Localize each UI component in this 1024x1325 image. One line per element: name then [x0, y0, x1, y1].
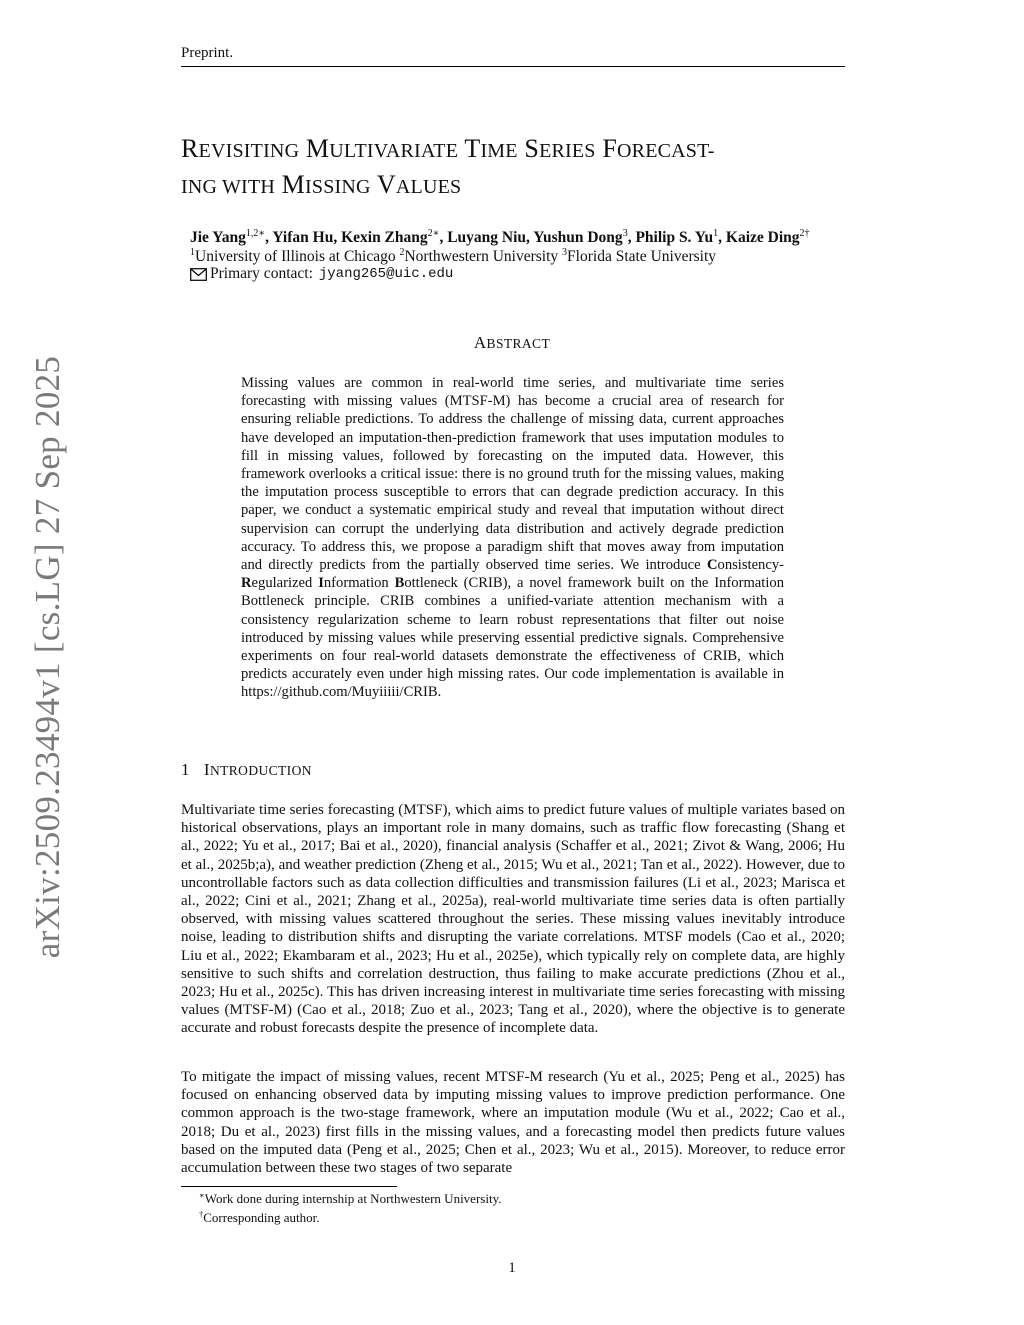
- intro-paragraph-2: To mitigate the impact of missing values, recent MTSF-M research (Yu et al., 2025; Peng et al., 2025) has focused on enhancing observed data by imputing missing values to improve prediction performance. One common approach is the two-stage framework, where an imputation module (Wu et al., 2022; Cao et al., 2018; Du et al., 2023) first fills in the missing values, and a forecasting model then predicts future values based on the imputed data (Peng et al., 2025; Chen et al., 2023; Wu et al., 2015). Moreover, to reduce error accumulation between these two stages of two separate: [181, 1069, 845, 1177]
- title-line-1: REVISITING MULTIVARIATE TIME SERIES FORECAST-: [181, 134, 715, 163]
- author-list: Jie Yang$^{1,2∗}$, Yifan Hu, Kexin Zhang$^{2∗}$, Luyang Niu, Yushun Dong$^3$, Philip S. Yu$^1$, Kaize Ding$^{2\dagger}$: [190, 228, 810, 246]
- intro-paragraph-1: Multivariate time series forecasting (MTSF), which aims to predict future values of multiple variates based on historical observations, plays an important role in many domains, such as traffic flow forecasting (Shang et al., 2022; Yu et al., 2017; Bai et al., 2020), financial analysis (Schaffer et al., 2021; Zivot & Wang, 2006; Hu et al., 2025b;a), and weather prediction (Zheng et al., 2015; Wu et al., 2021; Tan et al., 2022). However, due to uncontrollable factors such as data collection difficulties and transmission failures (Li et al., 2023; Marisca et al., 2022; Cini et al., 2021; Zhang et al., 2025a), real-world multivariate time series data is often partially observed, with missing values scattered throughout the series. These missing values inevitably introduce noise, leading to distribution shifts and disrupting the variate correlations. MTSF models (Cao et al., 2020; Liu et al., 2022; Ekambaram et al., 2023; Hu et al., 2025e), which typically rely on complete data, are highly sensitive to such shifts and correlation destruction, thus failing to make accurate predictions (Zhou et al., 2023; Hu et al., 2025c). This has driven increasing interest in multivariate time series forecasting with missing values (MTSF-M) (Cao et al., 2018; Zuo et al., 2023; Tang et al., 2020), where the objective is to generate accurate and robust forecasts despite the presence of incomplete data.: [181, 802, 845, 1037]
- envelope-icon: [190, 268, 207, 281]
- arxiv-identifier-stamp: arXiv:2509.23494v1 [cs.LG] 27 Sep 2025: [28, 355, 67, 959]
- header-rule: [181, 66, 845, 67]
- footnote-rule: [181, 1186, 397, 1187]
- abstract-body: Missing values are common in real-world time series, and multivariate time series forecasting with missing values (MTSF-M) has become a crucial area of research for ensuring reliable predictions. To address the challenge of missing data, current approaches have developed an imputation-then-prediction framework that uses imputation modules to fill in missing values, followed by forecasting on the imputed data. However, this framework overlooks a critical issue: there is no ground truth for the missing values, making the imputation process susceptible to errors that can degrade prediction accuracy. In this paper, we conduct a systematic empirical study and reveal that imputation without direct supervision can corrupt the underlying data distribution and actively degrade prediction accuracy. To address this, we propose a paradigm shift that moves away from imputation and directly predicts from the partially observed time series. We introduce Consistency- Regularized Information Bottleneck (CRIB), a novel framework built on the Information Bottleneck principle. CRIB combines a unified-variate attention mechanism with a consistency regularization scheme to learn robust representations that filter out noise introduced by missing values while preserving essential predictive signals. Comprehensive experiments on four real-world datasets demonstrate the effectiveness of CRIB, which predicts accurately even under high missing rates. Our code implementation is available in https://github.com/Muyiiiii/CRIB.: [241, 375, 784, 701]
- contact-label: Primary contact:: [210, 265, 313, 282]
- primary-contact: [190, 265, 453, 283]
- paper-title: [181, 132, 845, 204]
- footnote-1: ∗Work done during internship at Northwestern University.: [199, 1190, 502, 1206]
- contact-email: jyang265@uic.edu: [318, 266, 454, 282]
- running-header: Preprint.: [181, 45, 234, 61]
- affiliations: $^1$University of Illinois at Chicago $^2$Northwestern University $^3$Florida State University: [190, 247, 716, 265]
- title-line-2: ING WITH MISSING VALUES: [181, 170, 462, 199]
- section-heading-introduction: 1 INTRODUCTION: [181, 760, 312, 779]
- footnote-2: †Corresponding author.: [199, 1209, 320, 1225]
- page-number: 1: [508, 1260, 516, 1276]
- abstract-heading: ABSTRACT: [473, 333, 551, 352]
